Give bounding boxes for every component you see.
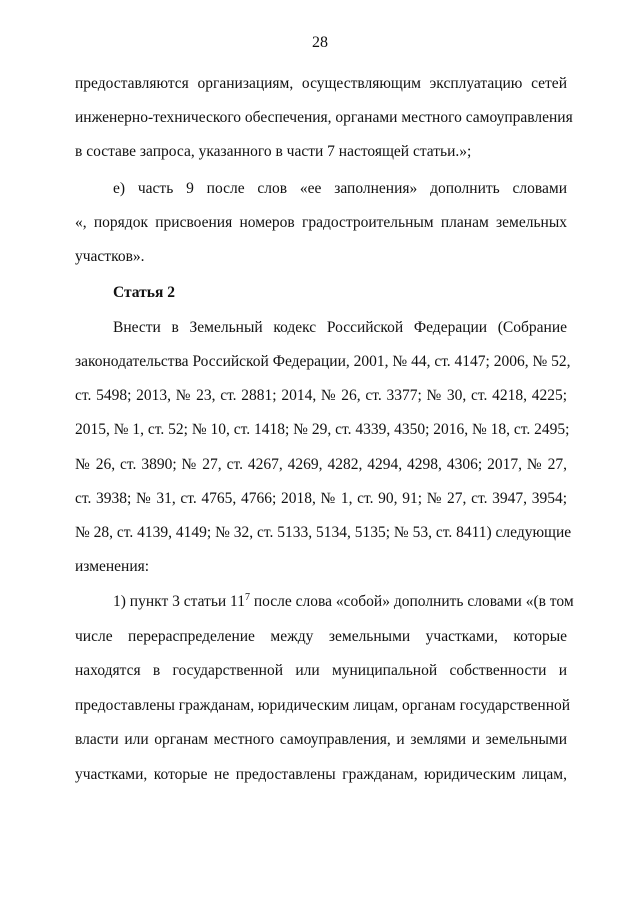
text-line: предоставлены гражданам, юридическим лицам, органам государственной — [75, 697, 571, 714]
superscript: 7 — [245, 592, 250, 603]
text-line: Внести в Земельный кодекс Российской Федерации (Собрание — [113, 319, 567, 336]
text-line: «, порядок присвоения номеров градостроительным планам земельных — [75, 214, 567, 231]
text-line: № 26, ст. 3890; № 27, ст. 4267, 4269, 4282, 4294, 4298, 4306; 2017, № 27, — [75, 456, 567, 473]
text-line: в составе запроса, указанного в части 7 настоящей статьи.»; — [75, 143, 472, 160]
text-line: числе перераспределение между земельными участками, которые — [75, 628, 567, 645]
text-line: изменения: — [75, 558, 150, 575]
page-number: 28 — [312, 34, 328, 51]
text-line: № 28, ст. 4139, 4149; № 32, ст. 5133, 5134, 5135; № 53, ст. 8411) следующие — [75, 524, 572, 541]
text-line: участками, которые не предоставлены гражданам, юридическим лицам, — [75, 766, 567, 783]
text-line: участков». — [75, 248, 145, 265]
text-line: инженерно-технического обеспечения, органами местного самоуправления — [75, 109, 573, 126]
text-line: ст. 5498; 2013, № 23, ст. 2881; 2014, № 26, ст. 3377; № 30, ст. 4218, 4225; — [75, 387, 567, 404]
text-line: е) часть 9 после слов «ее заполнения» дополнить словами — [113, 180, 567, 197]
text-line: власти или органам местного самоуправления, и землями и земельными — [75, 731, 567, 748]
text-line — [113, 592, 574, 612]
text-line: предоставляются организациям, осуществляющим эксплуатацию сетей — [75, 75, 567, 92]
text-span: после слова «собой» дополнить словами «(в том — [250, 593, 574, 610]
article-heading: Статья 2 — [113, 284, 175, 301]
text-span: 1) пункт 3 статьи 11 — [113, 593, 245, 610]
text-line: находятся в государственной или муниципальной собственности и — [75, 662, 567, 679]
text-line: законодательства Российской Федерации, 2001, № 44, ст. 4147; 2006, № 52, — [75, 353, 571, 370]
text-line: ст. 3938; № 31, ст. 4765, 4766; 2018, № 1, ст. 90, 91; № 27, ст. 3947, 3954; — [75, 490, 567, 507]
text-line: 2015, № 1, ст. 52; № 10, ст. 1418; № 29, ст. 4339, 4350; 2016, № 18, ст. 2495; — [75, 421, 570, 438]
